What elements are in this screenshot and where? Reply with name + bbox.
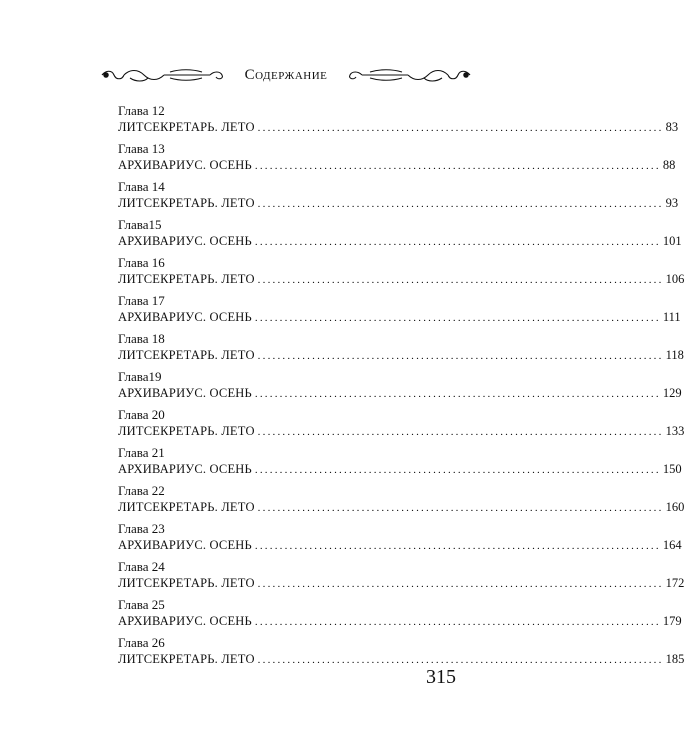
dot-leader: .................................................................................. (257, 654, 664, 666)
dot-leader: .................................................................................. (254, 540, 661, 552)
chapter-number: Глава 20 (118, 407, 165, 422)
chapter-title: АРХИВАРИУС. ОСЕНЬ (118, 310, 252, 324)
chapter-title: ЛИТСЕКРЕТАРЬ. ЛЕТО (118, 424, 255, 438)
toc-row (118, 119, 679, 137)
chapter-number: Глава 12 (118, 103, 165, 118)
chapter-page: 118 (665, 348, 684, 362)
toc-row (118, 233, 682, 251)
toc-entry (118, 255, 684, 293)
dot-leader: .................................................................................. (254, 464, 661, 476)
chapter-number: Глава 25 (118, 597, 165, 612)
dot-leader: .................................................................................. (257, 502, 664, 514)
chapter-number: Глава 22 (118, 483, 165, 498)
toc-entry (118, 597, 682, 635)
chapter-number: Глава 13 (118, 141, 165, 156)
toc-row (118, 575, 684, 593)
toc-entry (118, 103, 679, 141)
chapter-title: АРХИВАРИУС. ОСЕНЬ (118, 462, 252, 476)
chapter-number: Глава 26 (118, 635, 165, 650)
toc-entry (118, 483, 684, 521)
toc-entry (118, 521, 682, 559)
chapter-number: Глава 14 (118, 179, 165, 194)
chapter-title: АРХИВАРИУС. ОСЕНЬ (118, 614, 252, 628)
toc-entry (118, 179, 679, 217)
dot-leader: .................................................................................. (254, 312, 661, 324)
chapter-page: 133 (665, 424, 684, 438)
toc-entry (118, 141, 676, 179)
dot-leader: .................................................................................. (257, 122, 664, 134)
toc-entry (118, 445, 682, 483)
dot-leader: .................................................................................. (254, 160, 661, 172)
dot-leader: .................................................................................. (257, 350, 664, 362)
toc-entry (118, 369, 682, 407)
dot-leader: .................................................................................. (257, 198, 664, 210)
toc-entry (118, 217, 682, 255)
dot-leader: .................................................................................. (254, 388, 661, 400)
chapter-number: Глава 16 (118, 255, 165, 270)
toc-entry (118, 407, 684, 445)
toc-row (118, 423, 684, 441)
chapter-title: АРХИВАРИУС. ОСЕНЬ (118, 234, 252, 248)
chapter-number: Глава 24 (118, 559, 165, 574)
chapter-page: 185 (665, 652, 684, 666)
chapter-page: 129 (662, 386, 682, 400)
toc-row (118, 195, 679, 213)
page-number: 315 (426, 666, 456, 688)
toc-entry (118, 293, 681, 331)
table-of-contents (118, 103, 684, 673)
section-header (100, 66, 472, 84)
toc-row (118, 157, 676, 175)
dot-leader: .................................................................................. (254, 616, 661, 628)
toc-row (118, 385, 682, 403)
chapter-title: ЛИТСЕКРЕТАРЬ. ЛЕТО (118, 576, 255, 590)
chapter-page: 106 (665, 272, 684, 286)
chapter-title: АРХИВАРИУС. ОСЕНЬ (118, 158, 252, 172)
dot-leader: .................................................................................. (254, 236, 661, 248)
dot-leader: .................................................................................. (257, 578, 664, 590)
chapter-title: ЛИТСЕКРЕТАРЬ. ЛЕТО (118, 500, 255, 514)
chapter-title: ЛИТСЕКРЕТАРЬ. ЛЕТО (118, 120, 255, 134)
chapter-page: 160 (665, 500, 684, 514)
toc-row (118, 309, 681, 327)
chapter-number: Глава 17 (118, 293, 165, 308)
dot-leader: .................................................................................. (257, 274, 664, 286)
chapter-page: 93 (665, 196, 679, 210)
chapter-page: 164 (662, 538, 682, 552)
chapter-page: 150 (662, 462, 682, 476)
chapter-title: АРХИВАРИУС. ОСЕНЬ (118, 538, 252, 552)
chapter-page: 101 (662, 234, 682, 248)
toc-row (118, 499, 684, 517)
toc-row (118, 347, 684, 365)
chapter-number: Глава 18 (118, 331, 165, 346)
chapter-number: Глава19 (118, 369, 162, 384)
toc-row (118, 613, 682, 631)
chapter-title: АРХИВАРИУС. ОСЕНЬ (118, 386, 252, 400)
toc-entry (118, 331, 684, 369)
chapter-page: 88 (662, 158, 676, 172)
chapter-page: 83 (665, 120, 679, 134)
chapter-title: ЛИТСЕКРЕТАРЬ. ЛЕТО (118, 348, 255, 362)
chapter-page: 179 (662, 614, 682, 628)
chapter-number: Глава 21 (118, 445, 165, 460)
chapter-page: 172 (665, 576, 684, 590)
chapter-number: Глава15 (118, 217, 162, 232)
chapter-title: ЛИТСЕКРЕТАРЬ. ЛЕТО (118, 196, 255, 210)
chapter-page: 111 (662, 310, 681, 324)
toc-row (118, 537, 682, 555)
chapter-title: ЛИТСЕКРЕТАРЬ. ЛЕТО (118, 652, 255, 666)
chapter-title: ЛИТСЕКРЕТАРЬ. ЛЕТО (118, 272, 255, 286)
chapter-number: Глава 23 (118, 521, 165, 536)
dot-leader: .................................................................................. (257, 426, 664, 438)
toc-entry (118, 559, 684, 597)
toc-row (118, 461, 682, 479)
header-title: Содержание (244, 67, 328, 83)
toc-row (118, 271, 684, 289)
